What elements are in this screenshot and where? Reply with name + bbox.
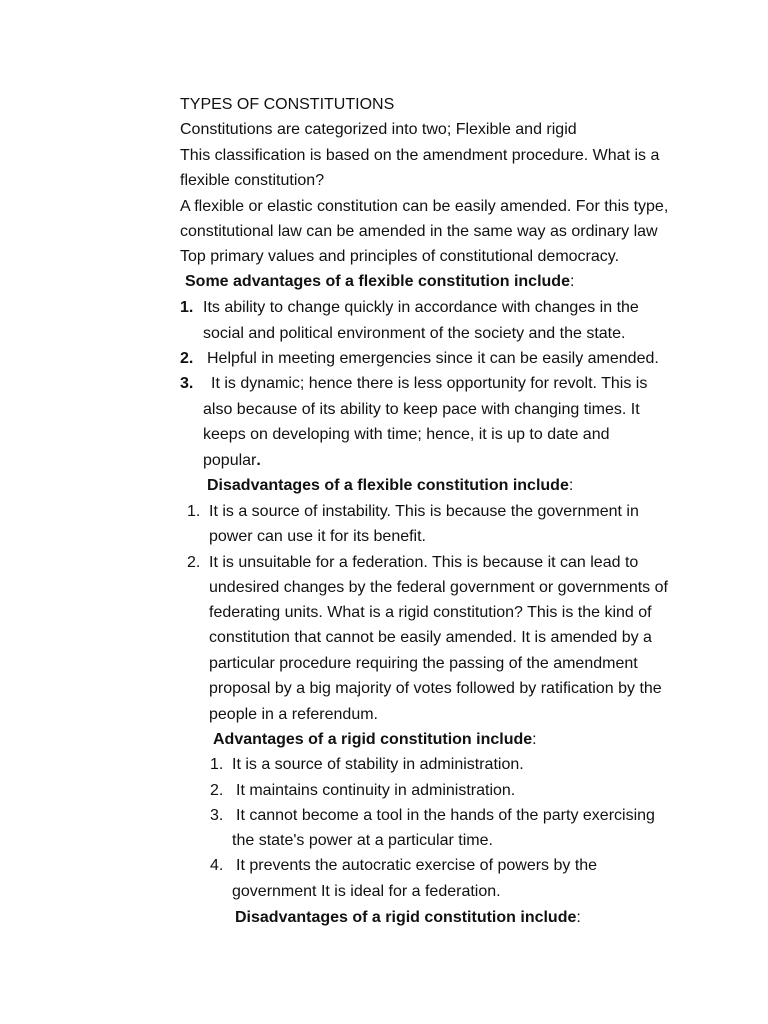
list-item-period: . xyxy=(256,452,261,469)
section-heading-text: Disadvantages of a rigid constitution include xyxy=(235,909,577,926)
list-number: 2. xyxy=(180,350,194,367)
intro-line: This classification is based on the amendment procedure. What is a xyxy=(180,147,660,164)
list-item-text: popular xyxy=(203,452,257,469)
list-item-line: federating units. What is a rigid constitution? This is the kind of xyxy=(209,604,652,621)
list-item-line: undesired changes by the federal government or governments of xyxy=(209,579,668,596)
heading-colon: : xyxy=(532,731,537,748)
list-item-line: constitution that cannot be easily amended. It is amended by a xyxy=(209,629,652,646)
list-number: 4. xyxy=(210,857,224,874)
list-item-line: the state's power at a particular time. xyxy=(232,832,493,849)
section-heading xyxy=(235,908,581,928)
list-item-line: It cannot become a tool in the hands of the party exercising xyxy=(236,807,655,824)
list-number: 1. xyxy=(180,299,194,316)
list-number: 3. xyxy=(180,375,194,392)
list-item-line: It is a source of instability. This is because the government in xyxy=(209,503,639,520)
intro-line: constitutional law can be amended in the same way as ordinary law xyxy=(180,223,658,240)
intro-line: Top primary values and principles of constitutional democracy. xyxy=(180,248,620,265)
list-item-line: particular procedure requiring the passing of the amendment xyxy=(209,655,638,672)
list-item-line: It is unsuitable for a federation. This is because it can lead to xyxy=(209,554,639,571)
section-heading xyxy=(185,272,574,292)
list-item-line: Helpful in meeting emergencies since it can be easily amended. xyxy=(207,350,659,367)
list-item-line: Its ability to change quickly in accordance with changes in the xyxy=(203,299,639,316)
section-heading-text: Advantages of a rigid constitution include xyxy=(213,731,533,748)
list-item-line: It is dynamic; hence there is less opportunity for revolt. This is xyxy=(211,375,648,392)
list-number: 1. xyxy=(210,756,224,773)
list-number: 2. xyxy=(210,782,224,799)
section-heading xyxy=(213,730,537,750)
list-number: 3. xyxy=(210,807,224,824)
list-item-line xyxy=(203,451,261,471)
section-heading-text: Disadvantages of a flexible constitution include xyxy=(207,477,569,494)
list-item-line: It prevents the autocratic exercise of powers by the xyxy=(236,857,598,874)
list-item-line: power can use it for its benefit. xyxy=(209,528,426,545)
heading-colon: : xyxy=(569,273,575,290)
heading-colon: : xyxy=(576,909,581,926)
list-item-line: keeps on developing with time; hence, it is up to date and xyxy=(203,426,610,443)
intro-line: flexible constitution? xyxy=(180,172,325,189)
section-heading-text: Some advantages of a flexible constitution include xyxy=(185,273,570,290)
section-heading xyxy=(207,476,573,496)
list-item-line: It maintains continuity in administration. xyxy=(236,782,516,799)
list-item-line: government It is ideal for a federation. xyxy=(232,883,501,900)
intro-line: A flexible or elastic constitution can be easily amended. For this type, xyxy=(180,198,669,215)
intro-line: Constitutions are categorized into two; Flexible and rigid xyxy=(180,121,577,138)
list-item-line: people in a referendum. xyxy=(209,706,378,723)
list-item-line: It is a source of stability in administration. xyxy=(232,756,524,773)
list-number: 1. xyxy=(187,503,201,520)
heading-colon: : xyxy=(568,477,574,494)
list-item-line: also because of its ability to keep pace with changing times. It xyxy=(203,401,640,418)
list-item-line: proposal by a big majority of votes followed by ratification by the xyxy=(209,680,662,697)
list-item-line: social and political environment of the society and the state. xyxy=(203,325,626,342)
list-number: 2. xyxy=(187,554,201,571)
document-title: TYPES OF CONSTITUTIONS xyxy=(180,96,395,113)
